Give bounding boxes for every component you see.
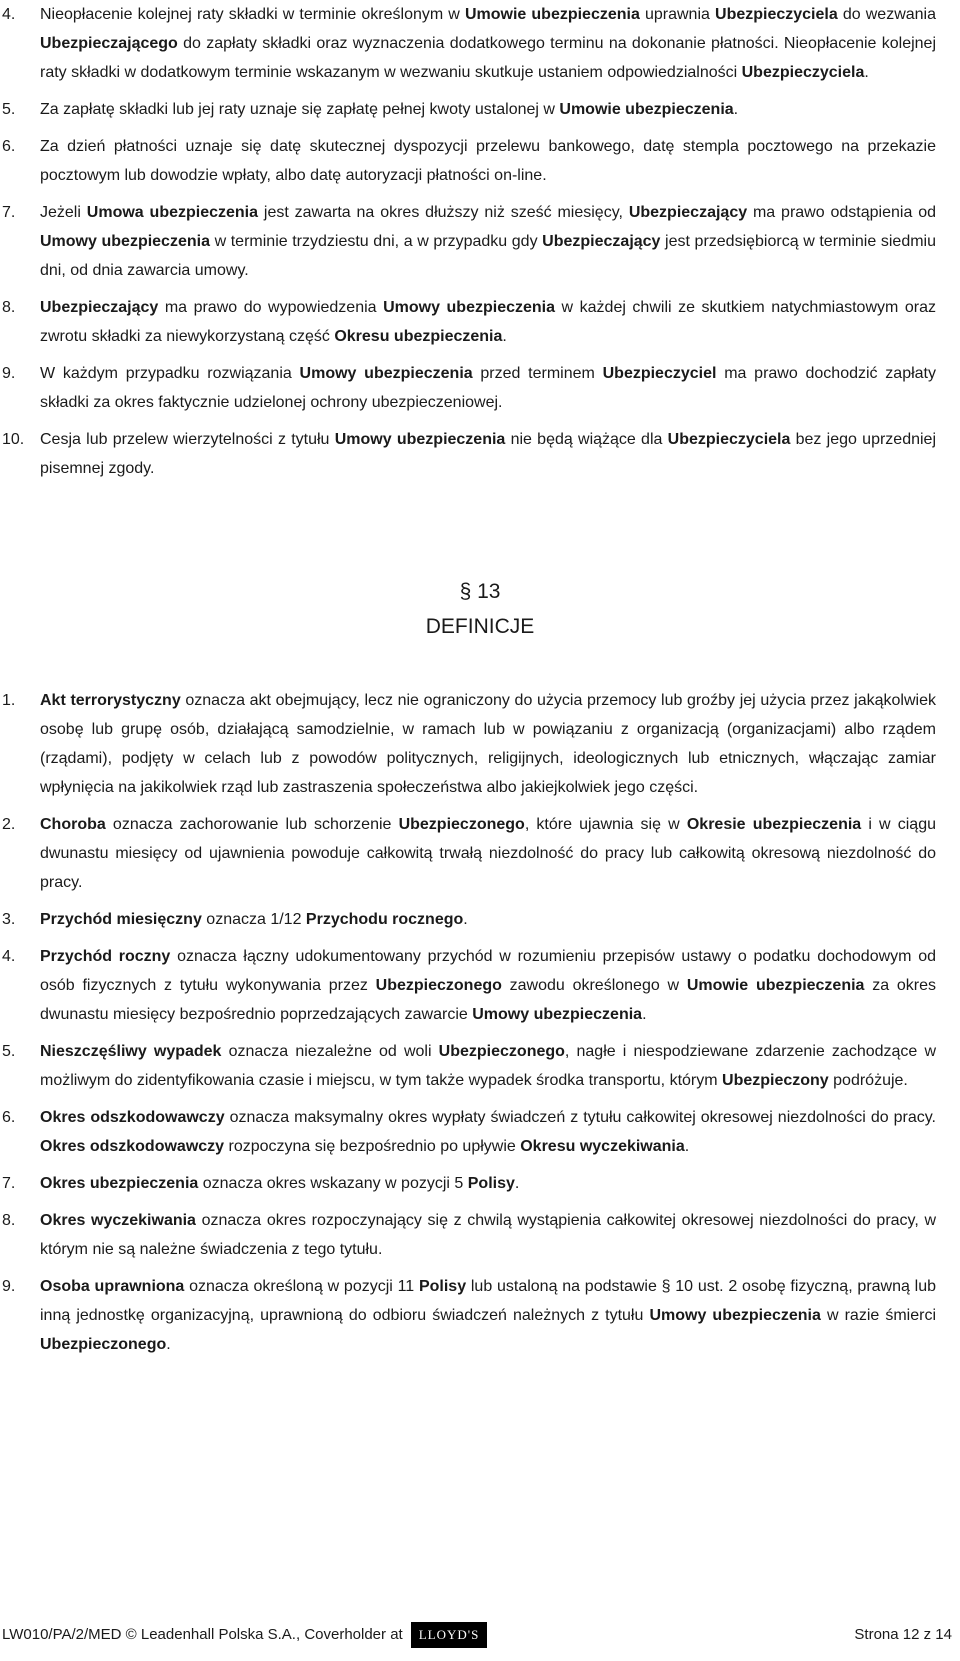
item-text: nie będą wiążące dla [505, 431, 668, 448]
lloyds-logo: LLOYD'S [411, 1622, 488, 1648]
item-number: 7. [2, 1175, 16, 1192]
defined-term: Ubezpieczający [628, 204, 748, 221]
defined-term: Ubezpieczyciela [667, 431, 791, 448]
list-item [0, 293, 960, 351]
defined-term: Osoba uprawniona [40, 1278, 185, 1295]
item-number: 9. [2, 1278, 16, 1295]
defined-term: Okres wyczekiwania [40, 1212, 196, 1229]
list-item [0, 359, 960, 417]
defined-term: Umowie ubezpieczenia [559, 101, 734, 118]
page-footer [0, 1620, 960, 1650]
list-item [0, 1103, 960, 1161]
defined-term: Polisy [418, 1278, 467, 1295]
defined-term: Ubezpieczający [542, 233, 661, 250]
item-text: oznacza okres wskazany w pozycji 5 [198, 1175, 468, 1192]
list-item [0, 1169, 960, 1198]
item-text: , które ujawnia się w [524, 816, 687, 833]
item-text: rozpoczyna się bezpośrednio po upływie [224, 1138, 521, 1155]
defined-term: Okres odszkodowawczy [40, 1109, 225, 1126]
item-text: ma prawo odstąpienia od [747, 204, 937, 221]
defined-term: Umowy ubezpieczenia [649, 1307, 821, 1324]
item-number: 6. [2, 1109, 16, 1126]
defined-term: Okres ubezpieczenia [40, 1175, 199, 1192]
defined-term: Umowy ubezpieczenia [472, 1006, 643, 1023]
defined-term: Ubezpieczonego [375, 977, 502, 994]
defined-term: Umowy ubezpieczenia [40, 233, 210, 250]
list-item [0, 425, 960, 483]
defined-term: Okresu ubezpieczenia [334, 328, 503, 345]
footer-document-id: LW010/PA/2/MED © Leadenhall Polska S.A., Coverholder at [2, 1626, 403, 1643]
item-text: za okres dwunastu miesięcy bezpośrednio poprzedzających zawarcie [40, 977, 937, 1023]
item-number: 8. [2, 1212, 16, 1229]
item-text: oznacza maksymalny okres wypłaty świadczeń z tytułu całkowitej okresowej niezdolności do pracy. [224, 1109, 937, 1126]
item-text: do zapłaty składki oraz wyznaczenia dodatkowego terminu na dokonanie płatności. Nieopłacenie kolejnej raty składki w dodatkowym terminie wskazanym w wezwaniu skutkuje ustaniem odpowiedzialności [40, 35, 936, 81]
item-number: 9. [2, 365, 16, 382]
defined-term: Choroba [40, 816, 106, 833]
defined-term: Umowy ubezpieczenia [334, 431, 506, 448]
page-number: Strona 12 z 14 [854, 1626, 952, 1643]
defined-term: Ubezpieczyciel [602, 365, 717, 382]
item-number: 2. [2, 816, 16, 833]
item-text: . [502, 328, 507, 345]
list-item [0, 95, 960, 124]
list-item [0, 1272, 960, 1359]
defined-term: Ubezpieczającego [40, 35, 178, 52]
defined-term: Polisy [467, 1175, 515, 1192]
defined-term: Okresu wyczekiwania [520, 1138, 685, 1155]
item-text: ma prawo do wypowiedzenia [158, 299, 384, 316]
defined-term: Okres odszkodowawczy [40, 1138, 225, 1155]
list-item [0, 905, 960, 934]
item-text: . [166, 1336, 171, 1353]
item-text: przed terminem [472, 365, 603, 382]
list-item [0, 810, 960, 897]
item-number: 4. [2, 948, 16, 965]
item-text: . [733, 101, 739, 118]
clause-list-payments [0, 0, 960, 491]
item-text: uprawnia [639, 6, 716, 23]
list-item [0, 0, 960, 87]
item-text: oznacza określoną w pozycji 11 [184, 1278, 419, 1295]
item-text: i w ciągu dwunastu miesięcy od ujawnienia powoduje całkowitą trwałą niezdolność do pracy lub całkowitą okresową niezdolność do pracy. [40, 816, 936, 891]
defined-term: Przychód miesięczny [40, 911, 202, 928]
item-text: oznacza niezależne od woli [221, 1043, 439, 1060]
item-text: jest przedsiębiorcą w terminie siedmiu dni, od dnia zawarcia umowy. [40, 233, 936, 279]
item-text: ma prawo dochodzić zapłaty składki za okres faktycznie udzielonej ochrony ubezpieczeniowej. [40, 365, 936, 411]
list-item [0, 1037, 960, 1095]
item-text: oznacza okres rozpoczynający się z chwilą wystąpienia całkowitej okresowej niezdolności do pracy, w którym nie są należne świadczenia z tego tytułu. [40, 1212, 936, 1258]
item-text: . [684, 1138, 690, 1155]
defined-term: Nieszczęśliwy wypadek [40, 1043, 222, 1060]
item-number: 4. [2, 6, 16, 23]
item-number: 7. [2, 204, 16, 221]
defined-term: Ubezpieczonego [398, 816, 525, 833]
item-text: jest zawarta na okres dłuższy niż sześć miesięcy, [258, 204, 629, 221]
item-text: w razie śmierci [820, 1307, 936, 1324]
item-number: 8. [2, 299, 16, 316]
item-text: oznacza łączny udokumentowany przychód w rozumieniu przepisów ustawy o podatku dochodowym od osób fizycznych z tytułu wykonywania przez [40, 948, 937, 994]
defined-term: Ubezpieczonego [438, 1043, 565, 1060]
defined-term: Umowy ubezpieczenia [383, 299, 556, 316]
defined-term: Umowie ubezpieczenia [464, 6, 640, 23]
defined-term: Umowa ubezpieczenia [86, 204, 259, 221]
defined-term: Ubezpieczający [40, 299, 159, 316]
item-text: w każdej chwili ze skutkiem natychmiastowym oraz zwrotu składki za niewykorzystaną część [40, 299, 936, 345]
item-text: w terminie trzydziestu dni, a w przypadku gdy [209, 233, 543, 250]
list-item [0, 686, 960, 802]
item-text: W każdym przypadku rozwiązania [40, 365, 300, 382]
item-text: . [864, 64, 869, 81]
definitions-list [0, 686, 960, 1367]
item-text: . [514, 1175, 520, 1192]
footer-left [2, 1620, 487, 1650]
section-title: DEFINICJE [425, 615, 535, 638]
item-text: bez jego uprzedniej pisemnej zgody. [40, 431, 937, 477]
defined-term: Ubezpieczyciela [715, 6, 838, 23]
list-item [0, 198, 960, 285]
defined-term: Okresie ubezpieczenia [686, 816, 862, 833]
item-text: Nieopłacenie kolejnej raty składki w terminie określonym w [40, 6, 465, 23]
item-text: podróżuje. [828, 1072, 908, 1089]
defined-term: Przychodu rocznego [305, 911, 464, 928]
item-text: oznacza akt obejmujący, lecz nie ograniczony do użycia przemocy lub groźby jej użycia przez jakąkolwiek osobę lub grupę osób, działającą samodzielnie, w ramach lub w powiązaniu z organizacją (organizacjami) albo rządem (rządami), podjęty w celach lub z powodów politycznych, religijnych, ideologicznych lub etnicznych, włączając zamiar wpłynięcia na jakikolwiek rząd lub zastraszenia społeczeństwa albo jakiejkolwiek jego części. [40, 692, 936, 796]
list-item [0, 942, 960, 1029]
item-number: 5. [2, 101, 16, 118]
list-item [0, 1206, 960, 1264]
list-item [0, 132, 960, 190]
defined-term: Ubezpieczyciela [741, 64, 865, 81]
item-text: . [463, 911, 468, 928]
item-text: oznacza zachorowanie lub schorzenie [105, 816, 399, 833]
defined-term: Umowy ubezpieczenia [299, 365, 473, 382]
item-text: , nagłe i niespodziewane zdarzenie zachodzące w możliwym do zidentyfikowania czasie i miejscu, w tym także wypadek środka transportu, którym [40, 1043, 937, 1089]
item-text: Cesja lub przelew wierzytelności z tytułu [40, 431, 335, 448]
item-text: lub ustaloną na podstawie § 10 ust. 2 osobę fizyczną, prawną lub inną jednostkę organizacyjną, uprawnioną do odbioru świadczeń należnych z tytułu [40, 1278, 937, 1324]
item-text: Za zapłatę składki lub jej raty uznaje się zapłatę pełnej kwoty ustalonej w [40, 101, 560, 118]
item-number: 1. [2, 692, 16, 709]
defined-term: Ubezpieczony [722, 1072, 829, 1089]
item-text: Za dzień płatności uznaje się datę skutecznej dyspozycji przelewu bankowego, datę stempla pocztowego na przekazie pocztowym lub dowodzie wpłaty, albo datę autoryzacji płatności on-line. [40, 138, 936, 184]
item-text: do wezwania [837, 6, 937, 23]
defined-term: Umowie ubezpieczenia [686, 977, 865, 994]
defined-term: Akt terrorystyczny [40, 692, 181, 709]
item-text: Jeżeli [40, 204, 87, 221]
item-text: zawodu określonego w [501, 977, 687, 994]
item-number: 5. [2, 1043, 16, 1060]
item-text: oznacza 1/12 [201, 911, 306, 928]
defined-term: Przychód roczny [40, 948, 171, 965]
item-number: 3. [2, 911, 16, 928]
item-number: 10. [2, 431, 25, 448]
item-text: . [642, 1006, 647, 1023]
item-number: 6. [2, 138, 16, 155]
section-number: § 13 [459, 580, 501, 603]
defined-term: Ubezpieczonego [40, 1336, 167, 1353]
